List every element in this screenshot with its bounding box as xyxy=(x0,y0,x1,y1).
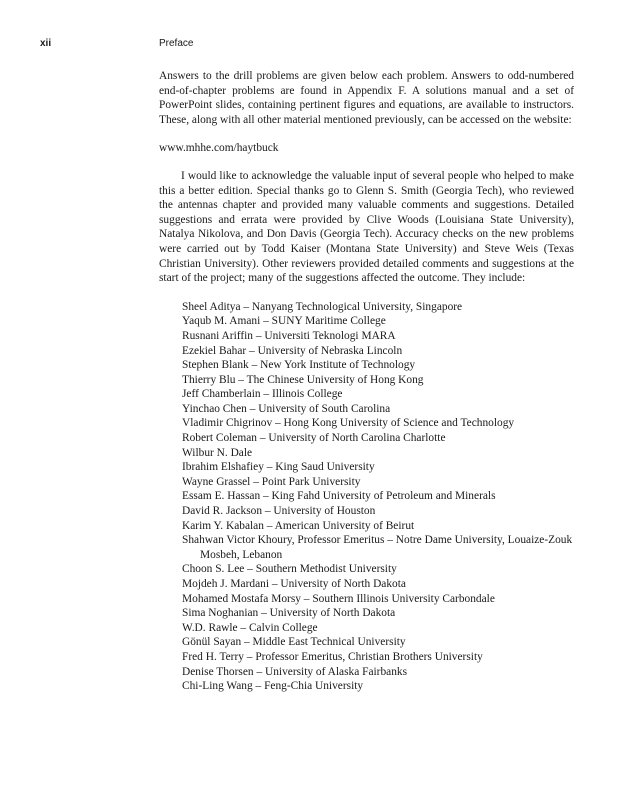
list-item: Wayne Grassel – Point Park University xyxy=(182,475,361,488)
list-item: Stephen Blank – New York Institute of Technology xyxy=(182,359,416,372)
running-head xyxy=(40,38,587,52)
list-item: Sima Noghanian – University of North Dakota xyxy=(182,607,396,620)
reviewer-list xyxy=(159,300,574,694)
list-item: W.D. Rawle – Calvin College xyxy=(182,621,318,634)
list-item: Karim Y. Kabalan – American University of Beirut xyxy=(182,519,415,532)
list-item: Thierry Blu – The Chinese University of Hong Kong xyxy=(182,373,424,386)
list-item: Rusnani Ariffin – Universiti Teknologi MARA xyxy=(182,329,396,342)
list-item: Chi-Ling Wang – Feng-Chia University xyxy=(182,680,364,693)
list-item: Mojdeh J. Mardani – University of North Dakota xyxy=(182,578,406,590)
list-item: Shahwan Victor Khoury, Professor Emeritus – Notre Dame University, Louaize-Zouk Mosbeh, Lebanon xyxy=(182,534,573,561)
paragraph-acknowledgments: I would like to acknowledge the valuable input of several people who helped to make this a better edition. Special thanks go to Glenn S. Smith (Georgia Tech), who reviewed the antennas chapter and provided many valuable comments and suggestions. Detailed suggestions and errata were provided by Clive Woods (Louisiana State University), Natalya Nikolova, and Don Davis (Georgia Tech). Accuracy checks on the new problems were carried out by Todd Kaiser (Montana State University) and Steve Weis (Texas Christian University). Other reviewers provided detailed comments and suggestions at the start of the project; many of the suggestions affected the outcome. They include: xyxy=(159,169,574,285)
list-item: Ibrahim Elshafiey – King Saud University xyxy=(182,461,375,474)
list-item: Fred H. Terry – Professor Emeritus, Christian Brothers University xyxy=(182,650,483,663)
list-item: Mohamed Mostafa Morsy – Southern Illinois University Carbondale xyxy=(182,592,495,605)
list-item: David R. Jackson – University of Houston xyxy=(182,505,376,518)
list-item: Wilbur N. Dale xyxy=(182,446,253,459)
list-item: Choon S. Lee – Southern Methodist University xyxy=(182,563,397,576)
running-head-title: Preface xyxy=(159,38,194,49)
list-item: Yaqub M. Amani – SUNY Maritime College xyxy=(182,315,386,328)
list-item: Jeff Chamberlain – Illinois College xyxy=(182,388,343,401)
list-item: Yinchao Chen – University of South Carolina xyxy=(182,402,391,415)
list-item: Ezekiel Bahar – University of Nebraska Lincoln xyxy=(182,344,403,357)
page-body xyxy=(159,69,574,694)
list-item: Vladimir Chigrinov – Hong Kong University of Science and Technology xyxy=(182,417,515,430)
paragraph-answers: Answers to the drill problems are given below each problem. Answers to odd-numbered end-of-chapter problems are found in Appendix F. A solutions manual and a set of PowerPoint slides, containing pertinent figures and equations, are available to instructors. These, along with all other material mentioned previously, can be accessed on the website: xyxy=(159,70,574,126)
page-number: xii xyxy=(40,38,52,49)
list-item: Essam E. Hassan – King Fahd University of Petroleum and Minerals xyxy=(182,490,496,503)
list-item: Robert Coleman – University of North Carolina Charlotte xyxy=(182,432,446,445)
list-item: Denise Thorsen – University of Alaska Fairbanks xyxy=(182,665,408,678)
website-url: www.mhhe.com/haytbuck xyxy=(159,142,279,155)
list-item: Gönül Sayan – Middle East Technical University xyxy=(182,636,406,649)
list-item: Sheel Aditya – Nanyang Technological University, Singapore xyxy=(182,300,463,313)
